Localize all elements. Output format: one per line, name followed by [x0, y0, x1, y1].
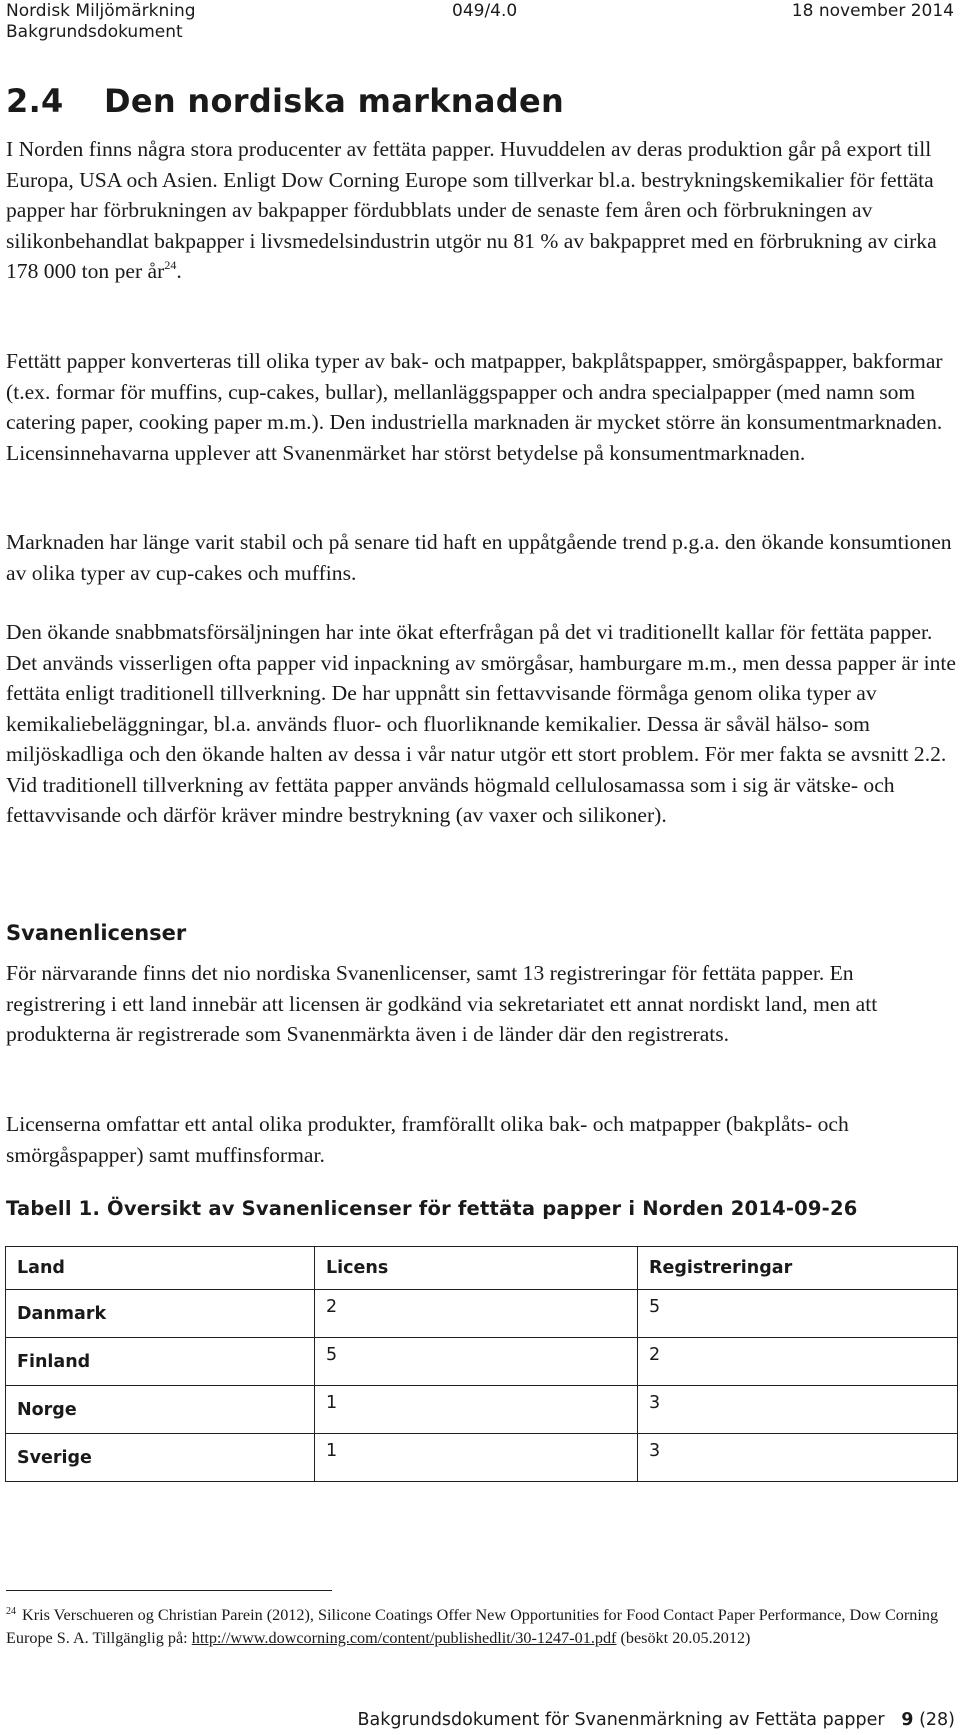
header-date: 18 november 2014	[791, 1, 954, 21]
paragraph-end: .	[176, 259, 182, 283]
table-cell-registrations: 5	[638, 1290, 958, 1338]
header-doc-type: Bakgrundsdokument	[6, 22, 183, 42]
table-cell-registrations: 3	[638, 1434, 958, 1482]
table-cell-registrations: 2	[638, 1338, 958, 1386]
table-cell-country: Danmark	[6, 1290, 315, 1338]
footnote-link[interactable]: http://www.dowcorning.com/content/publishedlit/30-1247-01.pdf	[191, 1629, 617, 1647]
section-heading	[6, 82, 564, 120]
paragraph-conversion: Fettätt papper konverteras till olika typer av bak- och matpapper, bakplåtspapper, smörgåspapper, bakformar (t.ex. formar för muffins, cup-cakes, bullar), mellanläggspapper och andra specialpapper (med namn som catering paper, cooking paper m.m.). Den industriella marknaden är mycket större än konsumentmarknaden. Licensinnehavarna upplever att Svanenmärket har störst betydelse på konsumentmarknaden.	[6, 349, 943, 465]
paragraph-products: Licenserna omfattar ett antal olika produkter, framförallt olika bak- och matpapper (bakplåts- och smörgåspapper) samt muffinsformar.	[6, 1112, 849, 1167]
table-cell-licenses: 1	[315, 1386, 638, 1434]
table-row	[6, 1290, 958, 1338]
paragraph-licenses: För närvarande finns det nio nordiska Svanenlicenser, samt 13 registreringar för fettäta papper. En registrering i ett land innebär att licensen är godkänd via sekretariatet ett annat nordiskt land, men att produkterna är registrerade som Svanenmärkta även i de länder där den registrerats.	[6, 961, 878, 1046]
table-cell-country: Sverige	[6, 1434, 315, 1482]
footer-page-total: (28)	[919, 1710, 955, 1730]
page-footer	[357, 1710, 955, 1730]
table-row	[6, 1434, 958, 1482]
table-cell-licenses: 1	[315, 1434, 638, 1482]
table-header-cell: Registreringar	[638, 1247, 958, 1290]
table-cell-licenses: 5	[315, 1338, 638, 1386]
table-caption: Tabell 1. Översikt av Svanenlicenser för fettäta papper i Norden 2014-09-26	[6, 1197, 858, 1220]
table-cell-licenses: 2	[315, 1290, 638, 1338]
paragraph-market-overview	[6, 134, 956, 287]
footer-title: Bakgrundsdokument för Svanenmärkning av Fettäta papper	[357, 1710, 885, 1730]
table-cell-country: Norge	[6, 1386, 315, 1434]
license-table	[5, 1246, 958, 1482]
subsection-title: Svanenlicenser	[6, 921, 187, 945]
footnote-marker: 24	[6, 1606, 16, 1617]
section-title: Den nordiska marknaden	[104, 82, 565, 120]
footnote-suffix: (besökt 20.05.2012)	[616, 1629, 751, 1647]
footnote-divider	[6, 1590, 332, 1591]
table-header-row	[6, 1247, 958, 1290]
footnote	[6, 1604, 958, 1650]
table-row	[6, 1338, 958, 1386]
table-header-cell: Licens	[315, 1247, 638, 1290]
header-organization: Nordisk Miljömärkning	[6, 1, 196, 21]
table-header-cell: Land	[6, 1247, 315, 1290]
table-row	[6, 1386, 958, 1434]
paragraph-market-trend: Marknaden har länge varit stabil och på senare tid haft en uppåtgående trend p.g.a. den ökande konsumtionen av olika typer av cup-cakes och muffins.	[6, 530, 952, 585]
table-cell-country: Finland	[6, 1338, 315, 1386]
footnote-text: Kris Verschueren og Christian Parein (2012), Silicone Coatings Offer New Opportunities for Food Contact Paper Performance, Dow Corning Europe S. A. Tillgänglig på:	[6, 1606, 939, 1647]
section-number: 2.4	[6, 82, 64, 120]
header-doc-number: 049/4.0	[452, 1, 518, 21]
footnote-reference[interactable]: 24	[164, 258, 177, 272]
table-cell-registrations: 3	[638, 1386, 958, 1434]
paragraph-text: I Norden finns några stora producenter av fettäta papper. Huvuddelen av deras produktion går på export till Europa, USA och Asien. Enligt Dow Corning Europe som tillverkar bl.a. bestrykningskemikalier för fettäta papper har förbrukningen av bakpapper fördubblats under de senaste fem åren och förbrukningen av silikonbehandlat bakpapper i livsmedelsindustrin utgör nu 81 % av bakpappret med en förbrukning av cirka 178 000 ton per år	[6, 137, 937, 283]
footer-page-number: 9	[901, 1710, 914, 1730]
paragraph-fast-food: Den ökande snabbmatsförsäljningen har inte ökat efterfrågan på det vi traditionellt kallar för fettäta papper. Det används visserligen ofta papper vid inpackning av smörgåsar, hamburgare m.m., men dessa papper är inte fettäta enligt traditionell tillverkning. De har uppnått sin fettavvisande förmåga genom olika typer av kemikaliebeläggningar, bl.a. används fluor- och fluorliknande kemikalier. Dessa är såväl hälso- som miljöskadliga och den ökande halten av dessa i vår natur utgör ett stort problem. För mer fakta se avsnitt 2.2. Vid traditionell tillverkning av fettäta papper används högmald cellulosamassa som i sig är vätske- och fettavvisande och därför kräver mindre bestrykning (av vaxer och silikoner).	[6, 620, 956, 827]
